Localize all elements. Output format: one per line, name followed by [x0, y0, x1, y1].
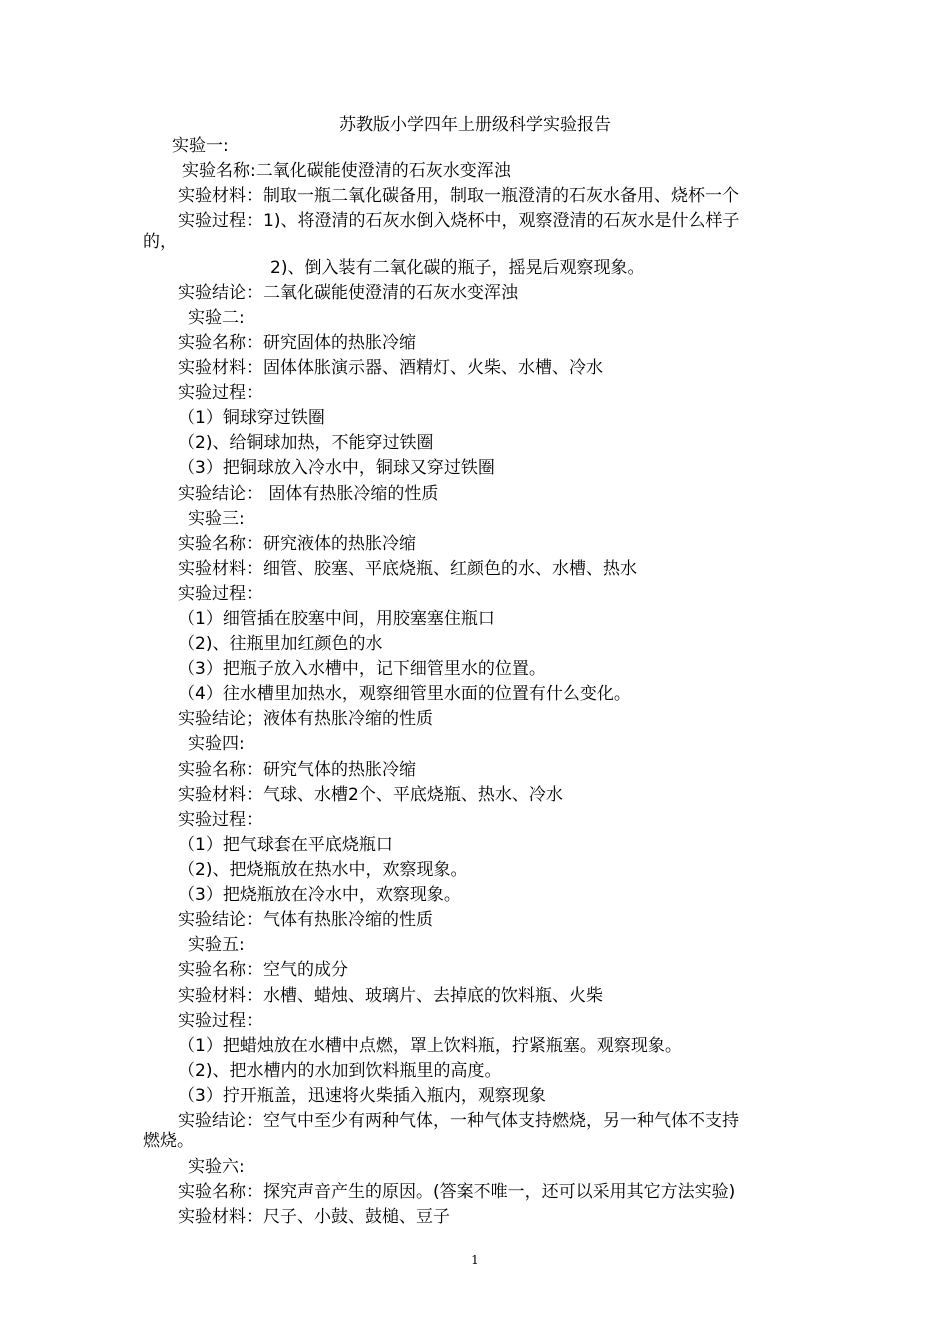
text-line: 实验名称：研究液体的热胀冷缩: [178, 534, 416, 554]
text-line: （2)、把水槽内的水加到饮料瓶里的高度。: [178, 1061, 502, 1081]
text-line: 的，: [143, 232, 177, 252]
text-line: 实验结论：空气中至少有两种气体，一种气体支持燃烧，另一种气体不支持: [178, 1111, 739, 1131]
text-line: （3）把瓶子放入水槽中，记下细管里水的位置。: [178, 659, 546, 679]
text-line: 实验三:: [188, 509, 245, 529]
text-line: 实验二:: [188, 308, 245, 328]
page-number: 1: [471, 1253, 479, 1267]
text-line: 实验名称：研究气体的热胀冷缩: [178, 760, 416, 780]
text-line: （1）把气球套在平底烧瓶口: [178, 835, 393, 855]
text-line: 实验材料：水槽、蜡烛、玻璃片、去掉底的饮料瓶、火柴: [178, 986, 603, 1006]
text-line: （4）往水槽里加热水，观察细管里水面的位置有什么变化。: [178, 684, 631, 704]
text-line: （2)、往瓶里加红颜色的水: [178, 634, 383, 654]
text-line: （1）把蜡烛放在水槽中点燃，罩上饮料瓶，拧紧瓶塞。观察现象。: [178, 1036, 682, 1056]
text-line: 实验名称：研究固体的热胀冷缩: [178, 333, 416, 353]
text-line: 实验名称：空气的成分: [178, 960, 348, 980]
text-line: 实验结论： 固体有热胀冷缩的性质: [178, 484, 439, 504]
text-line: 实验结论；液体有热胀冷缩的性质: [178, 709, 433, 729]
text-line: 实验材料：细管、胶塞、平底烧瓶、红颜色的水、水槽、热水: [178, 559, 637, 579]
text-line: 实验材料：尺子、小鼓、鼓槌、豆子: [178, 1207, 450, 1227]
text-line: （2)、把烧瓶放在热水中，欢察现象。: [178, 860, 468, 880]
text-line: 实验六:: [188, 1157, 245, 1177]
text-line: 实验四:: [188, 734, 245, 754]
text-line: 实验名称：探究声音产生的原因。(答案不唯一，还可以采用其它方法实验): [178, 1182, 736, 1202]
text-line: （1）铜球穿过铁圈: [178, 408, 325, 428]
text-line: 实验过程：: [178, 584, 263, 604]
text-line: 实验结论：气体有热胀冷缩的性质: [178, 910, 433, 930]
text-line: （3）拧开瓶盖，迅速将火柴插入瓶内，观察现象: [178, 1086, 546, 1106]
text-line: 实验名称:二氧化碳能使澄清的石灰水变浑浊: [182, 161, 511, 181]
document-title: 苏教版小学四年上册级科学实验报告: [339, 115, 611, 135]
text-line: （3）把铜球放入冷水中，铜球又穿过铁圈: [178, 458, 495, 478]
text-line: 燃烧。: [143, 1131, 194, 1151]
text-line: 2)、倒入装有二氧化碳的瓶子，摇晃后观察现象。: [270, 258, 645, 278]
text-line: 实验五:: [188, 935, 245, 955]
text-line: （2)、给铜球加热，不能穿过铁圈: [178, 433, 434, 453]
text-line: （3）把烧瓶放在冷水中，欢察现象。: [178, 885, 461, 905]
text-line: 实验过程：1)、将澄清的石灰水倒入烧杯中，观察澄清的石灰水是什么样子: [178, 211, 740, 231]
text-line: 实验材料：制取一瓶二氧化碳备用，制取一瓶澄清的石灰水备用、烧杯一个: [178, 186, 739, 206]
text-line: 实验过程：: [178, 1011, 263, 1031]
text-line: 实验材料：气球、水槽2个、平底烧瓶、热水、冷水: [178, 785, 563, 805]
text-line: 实验一:: [172, 136, 229, 156]
text-line: 实验过程：: [178, 810, 263, 830]
text-line: 实验结论：二氧化碳能使澄清的石灰水变浑浊: [178, 283, 518, 303]
text-line: （1）细管插在胶塞中间，用胶塞塞住瓶口: [178, 609, 495, 629]
text-line: 实验过程：: [178, 383, 263, 403]
text-line: 实验材料：固体体胀演示器、酒精灯、火柴、水槽、冷水: [178, 358, 603, 378]
